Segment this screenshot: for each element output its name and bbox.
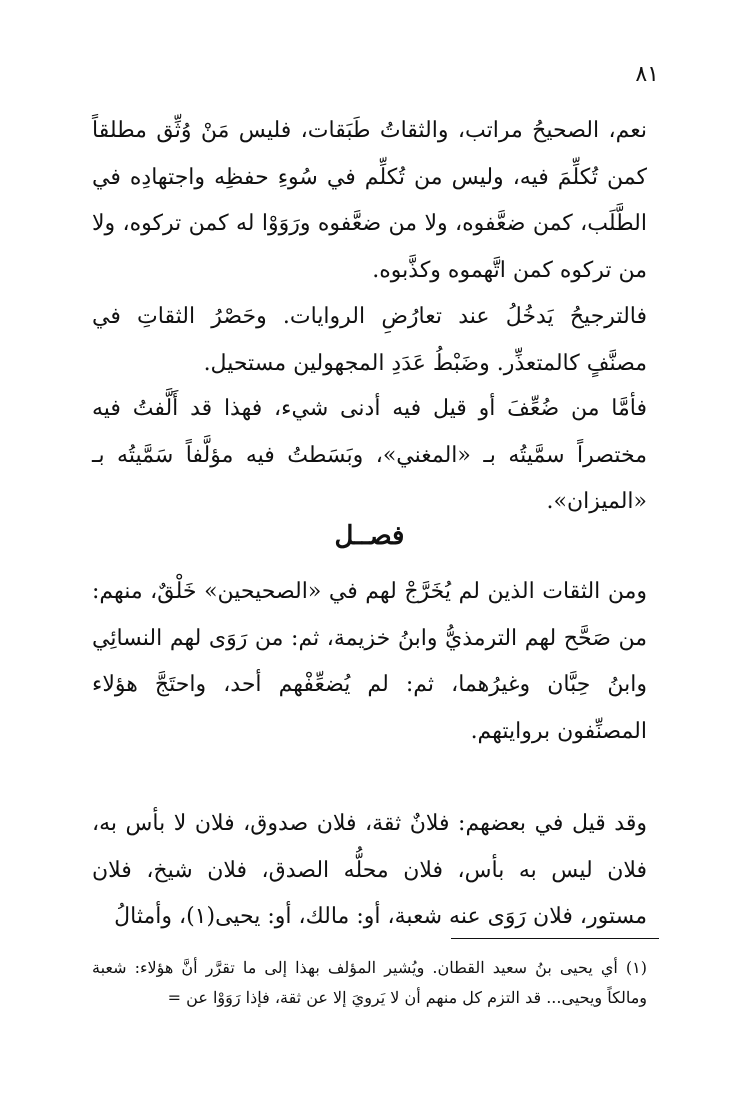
- footnote-divider: [451, 938, 659, 939]
- section-heading: فصــل: [334, 521, 405, 551]
- paragraph-grades-of-narrators: نعم، الصحيحُ مراتب، والثقاتُ طَبَقات، فليس مَنْ وُثِّق مطلقاً كمن تُكلِّمَ فيه، وليس من تُكلِّم في سُوءِ حفظِه واجتهادِه في الطَّلَب، كمن ضعَّفوه، ولا من ضعَّفوه ورَوَوْا له كمن تركوه، ولا من تركوه كمن اتَّهموه وكذَّبوه.: [92, 118, 647, 283]
- paragraph-trustworthy-outside-sahihayn: ومن الثقات الذين لم يُخَرَّجْ لهم في «الصحيحين» خَلْقٌ، منهم: من صَحَّح لهم الترمذيُّ وابنُ خزيمة، ثم: من رَوَى لهم النسائِي وابنُ حِبَّان وغيرُهما، ثم: لم يُضعِّفْهم أحد، واحتَجَّ هؤلاء المصنِّفون بروايتهم.: [92, 579, 647, 744]
- paragraph-weak-narrators-books: فأمَّا من ضُعِّفَ أو قيل فيه أدنى شيء، فهذا قد أَلَّفتُ فيه مختصراً سمَّيتُه بـ «المغني»، وبَسَطتُ فيه مؤلَّفاً سَمَّيتُه بـ «الميزان».: [92, 396, 647, 514]
- page-number: ٨١: [635, 62, 659, 87]
- paragraph-narrator-descriptions: وقد قيل في بعضهم: فلانٌ ثقة، فلان صدوق، فلان لا بأس به، فلان ليس به بأس، فلان محلُّه الصدق، فلان شيخ، فلان مستور، فلان رَوَى عنه شعبة، أو: مالك، أو: يحيى(١)، وأمثالُ: [92, 811, 647, 929]
- footnote: (١) أي يحيى بنُ سعيد القطان. ويُشير المؤلف بهذا إلى ما تقرَّر أنَّ هؤلاء: شعبة ومالكاً ويحيى... قد التزم كل منهم أن لا يَرويَ إلا عن ثقة، فإذا رَوَوْا عن =: [92, 958, 647, 1007]
- paragraph-preference: فالترجيحُ يَدخُلُ عند تعارُضِ الروايات. وحَصْرُ الثقاتِ في مصنَّفٍ كالمتعذِّر. وضَبْطُ عَدَدِ المجهولين مستحيل.: [92, 304, 647, 376]
